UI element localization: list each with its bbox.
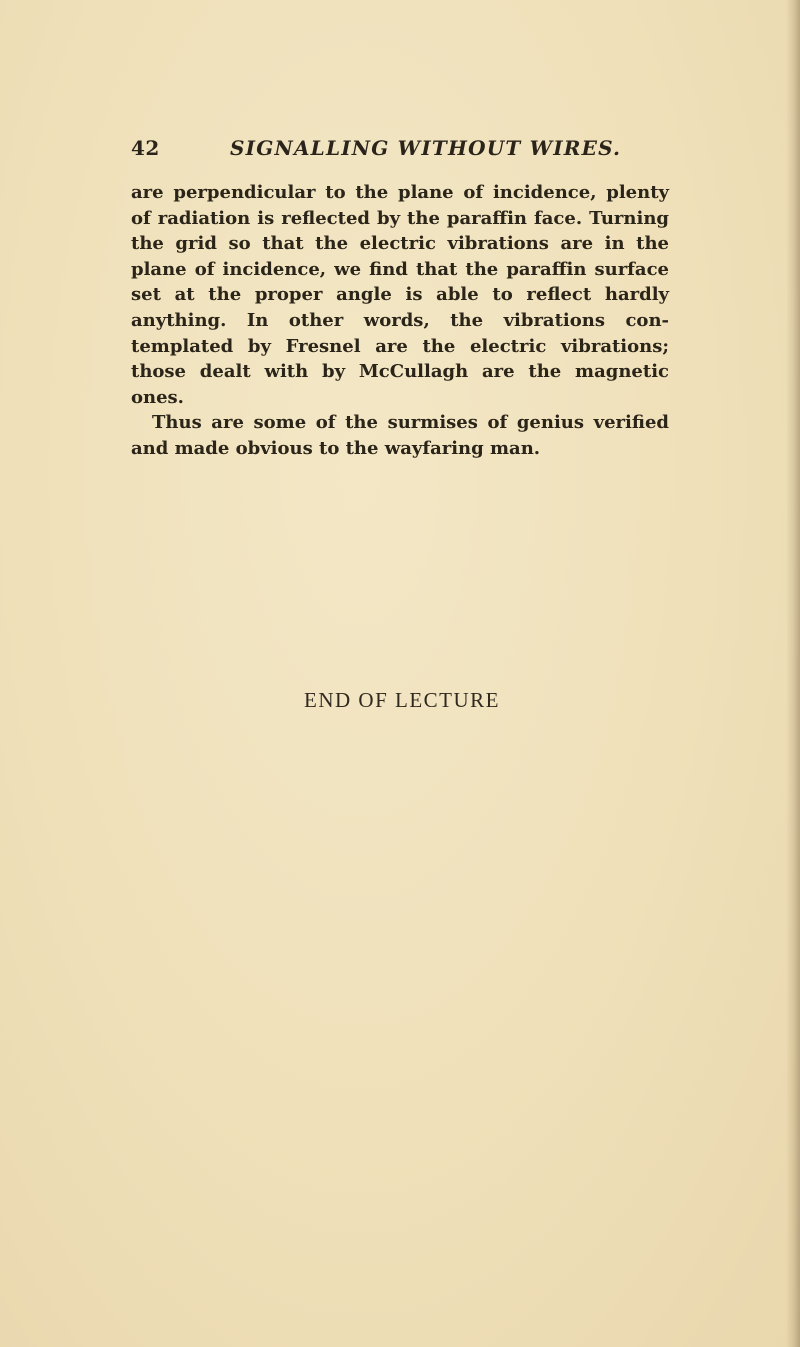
paragraph: Thus are some of the surmises of genius verified and made obvious to the wayfaring man. (131, 412, 669, 459)
paragraph: are perpendicular to the plane of incidence, plenty of radiation is reflected by the paraffin face. Turning the grid so that the electric vibrations are in the plane of incidence, we find that the paraffin surface set at the proper angle is able to reflect hardly anything. In other words, the vibrations con-templated by Fresnel are the electric vibrations; those dealt with by McCullagh are the magnetic ones. (131, 182, 669, 408)
page-number: 42 (131, 136, 160, 160)
running-title: SIGNALLING WITHOUT WIRES. (230, 136, 622, 160)
end-of-lecture (0, 688, 800, 713)
body-text (131, 180, 669, 462)
end-of-lecture-text: END OF LECTURE (304, 688, 500, 712)
page-edge-shadow (786, 0, 800, 1347)
running-head (0, 136, 800, 166)
